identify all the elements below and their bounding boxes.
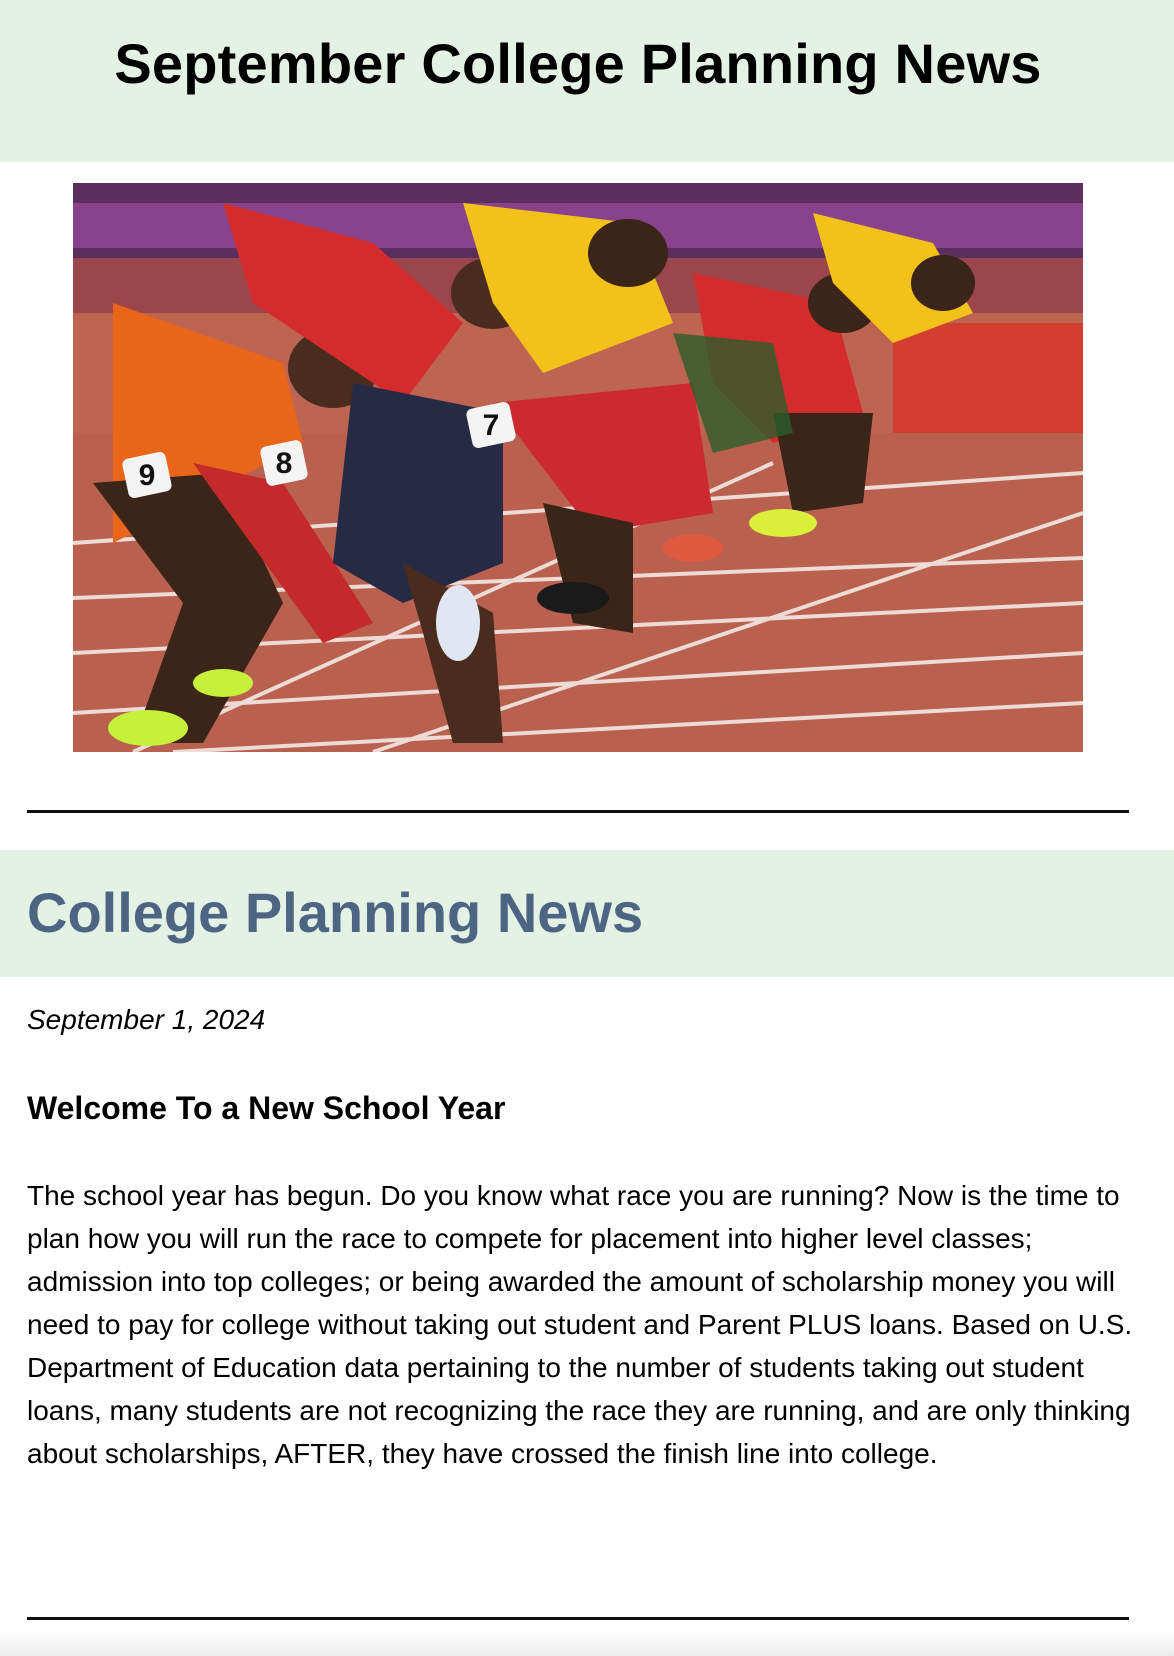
svg-text:9: 9 — [138, 459, 156, 492]
hero-image — [73, 183, 1083, 752]
newsletter-title: September College Planning News — [114, 32, 1042, 95]
bottom-shade — [0, 1630, 1174, 1656]
article-heading: Welcome To a New School Year — [27, 1090, 506, 1126]
divider-bottom — [27, 1617, 1129, 1620]
section-title: College Planning News — [27, 881, 644, 944]
svg-text:7: 7 — [482, 409, 500, 442]
svg-text:8: 8 — [275, 447, 293, 480]
divider-top — [27, 810, 1129, 813]
sprinters-illustration — [73, 183, 1083, 752]
article-body: The school year has begun. Do you know what race you are running? Now is the time to plan how you will run the race to compete for placement into higher level classes; admission into top colleges; or being awarded the amount of scholarship money you will need to pay for college without taking out student and Parent PLUS loans. Based on U.S. Department of Education data pertaining to the number of students taking out student loans, many students are not recognizing the race they are running, and are only thinking about scholarships, AFTER, they have crossed the finish line into college. — [27, 1180, 1133, 1469]
issue-date: September 1, 2024 — [27, 1004, 266, 1035]
bib-8 — [259, 439, 308, 487]
